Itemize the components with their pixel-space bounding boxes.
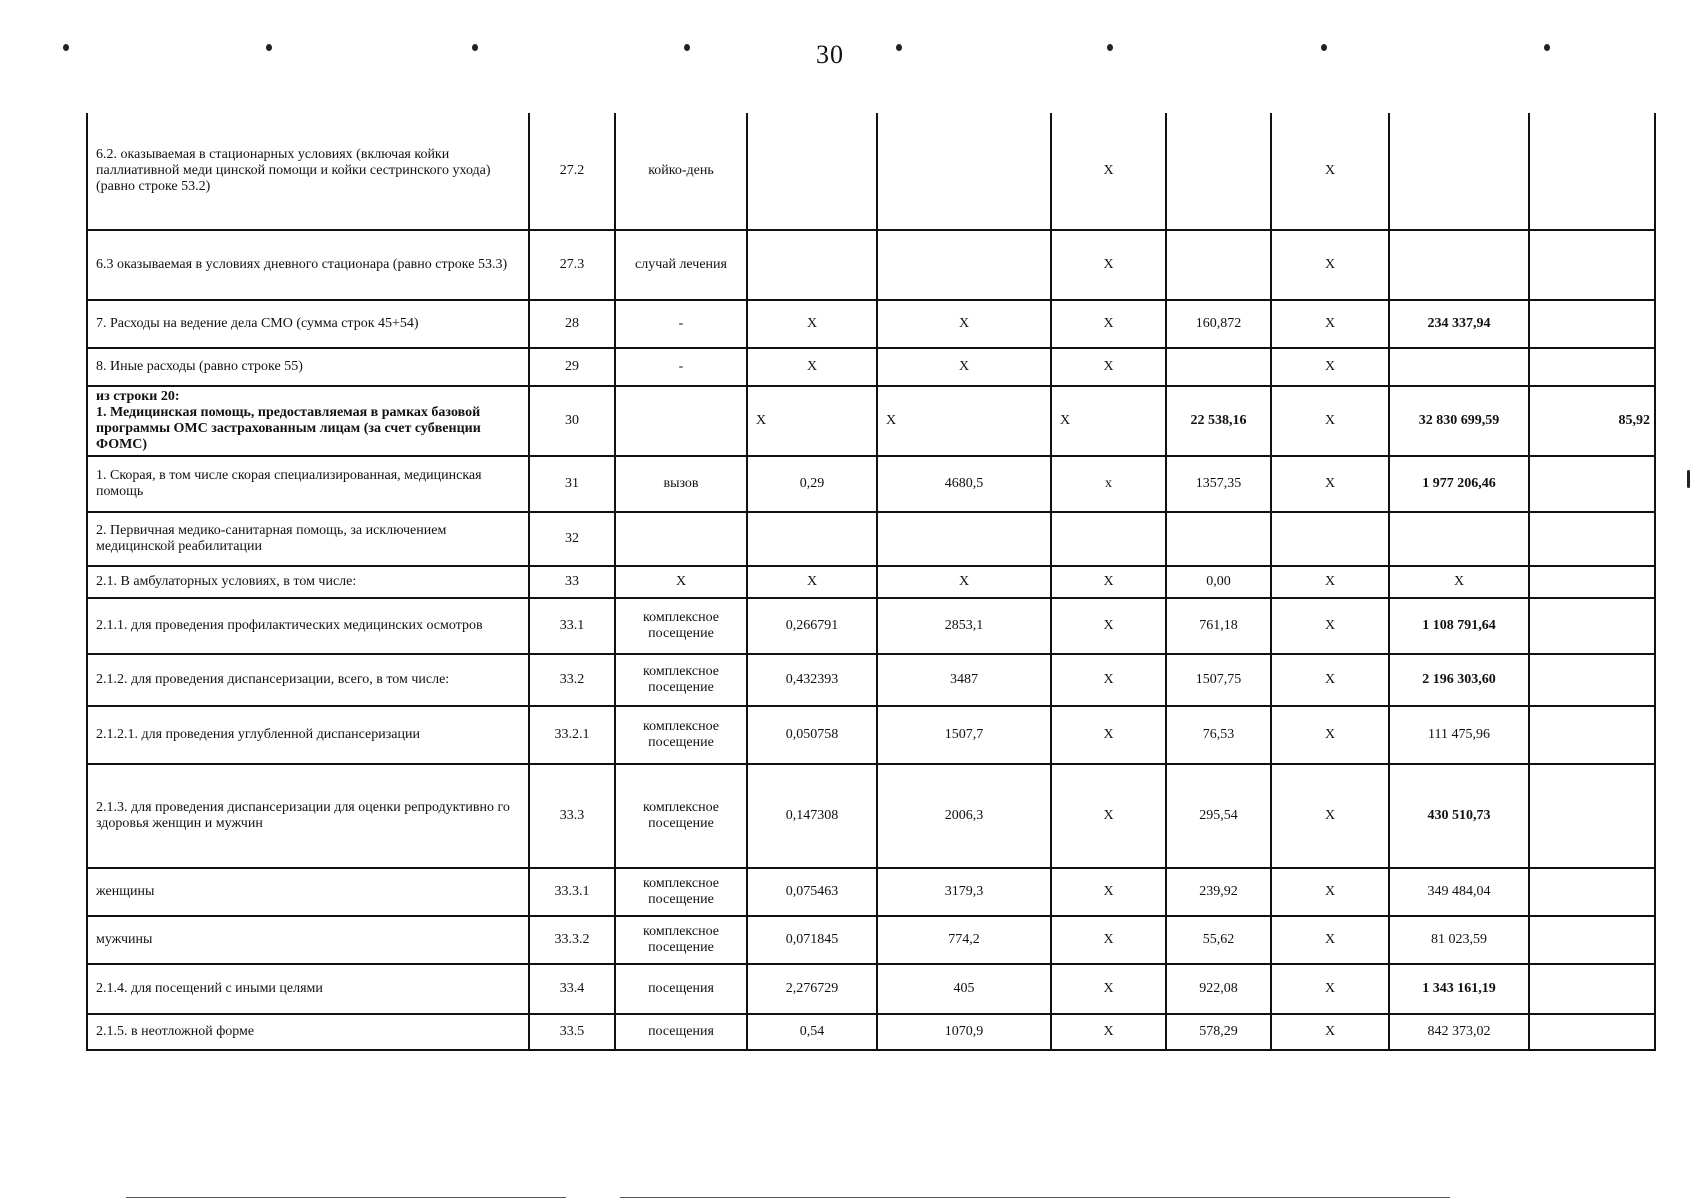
row-name-cell: 2.1.5. в неотложной форме <box>87 1014 529 1050</box>
value-cell-c6: X <box>1051 964 1166 1014</box>
value-cell-c10 <box>1529 598 1655 654</box>
value-cell-c5: 2006,3 <box>877 764 1051 868</box>
value-cell-c7: 922,08 <box>1166 964 1271 1014</box>
value-cell-c8: X <box>1271 348 1389 386</box>
value-cell-c10: 85,92 <box>1529 386 1655 456</box>
value-cell-c8: X <box>1271 964 1389 1014</box>
row-number-cell: 28 <box>529 300 615 348</box>
row-name-cell: 2. Первичная медико-санитарная помощь, за исключением медицинской реабилитации <box>87 512 529 566</box>
value-cell-c8: X <box>1271 598 1389 654</box>
row-name-cell: 8. Иные расходы (равно строке 55) <box>87 348 529 386</box>
value-cell-c5: X <box>877 300 1051 348</box>
value-cell-c8: X <box>1271 566 1389 598</box>
value-cell-c8: X <box>1271 706 1389 764</box>
value-cell-c10 <box>1529 348 1655 386</box>
value-cell-c7: 295,54 <box>1166 764 1271 868</box>
row-number-cell: 29 <box>529 348 615 386</box>
table-row <box>87 386 1655 456</box>
value-cell-c10 <box>1529 916 1655 964</box>
unit-cell: посещения <box>615 1014 747 1050</box>
row-number-cell: 33.2 <box>529 654 615 706</box>
value-cell-c4: 2,276729 <box>747 964 877 1014</box>
row-name-cell: 6.2. оказываемая в стационарных условиях (включая койки паллиативной меди цинской помощи и койки сестринского ухода) (равно строке 53.2) <box>87 113 529 230</box>
table-row <box>87 598 1655 654</box>
value-cell-c5: 3179,3 <box>877 868 1051 916</box>
table-row <box>87 916 1655 964</box>
table-row <box>87 964 1655 1014</box>
value-cell-c6: X <box>1051 386 1166 456</box>
table-row <box>87 566 1655 598</box>
table-row <box>87 706 1655 764</box>
value-cell-c6: X <box>1051 916 1166 964</box>
value-cell-c4: X <box>747 386 877 456</box>
value-cell-c9 <box>1389 348 1529 386</box>
value-cell-c6: X <box>1051 868 1166 916</box>
table-row <box>87 764 1655 868</box>
value-cell-c9: 1 977 206,46 <box>1389 456 1529 512</box>
row-name-cell: 2.1.1. для проведения профилактических медицинских осмотров <box>87 598 529 654</box>
value-cell-c8: X <box>1271 654 1389 706</box>
value-cell-c4 <box>747 230 877 300</box>
page-number: 30 <box>816 40 844 69</box>
value-cell-c9: 2 196 303,60 <box>1389 654 1529 706</box>
scan-dot <box>1107 44 1113 51</box>
value-cell-c10 <box>1529 230 1655 300</box>
financing-table <box>86 113 1656 1051</box>
value-cell-c10 <box>1529 868 1655 916</box>
table-row <box>87 348 1655 386</box>
value-cell-c6: X <box>1051 706 1166 764</box>
value-cell-c8: X <box>1271 868 1389 916</box>
value-cell-c5: 774,2 <box>877 916 1051 964</box>
unit-cell: комплексное посещение <box>615 706 747 764</box>
value-cell-c9: 349 484,04 <box>1389 868 1529 916</box>
scan-mark <box>1687 470 1690 488</box>
value-cell-c5 <box>877 113 1051 230</box>
bottom-rule <box>990 1197 1450 1198</box>
value-cell-c5: 4680,5 <box>877 456 1051 512</box>
table-row <box>87 113 1655 230</box>
value-cell-c7 <box>1166 113 1271 230</box>
value-cell-c10 <box>1529 456 1655 512</box>
bottom-rule <box>620 1197 990 1198</box>
scan-dot <box>472 44 478 51</box>
value-cell-c6: X <box>1051 566 1166 598</box>
unit-cell: комплексное посещение <box>615 654 747 706</box>
unit-cell: - <box>615 300 747 348</box>
unit-cell: койко-день <box>615 113 747 230</box>
unit-cell: комплексное посещение <box>615 598 747 654</box>
row-name-cell: 2.1.3. для проведения диспансеризации для оценки репродуктивно го здоровья женщин и мужчин <box>87 764 529 868</box>
value-cell-c8: X <box>1271 764 1389 868</box>
value-cell-c9: 842 373,02 <box>1389 1014 1529 1050</box>
table-body <box>87 113 1655 1050</box>
unit-cell: комплексное посещение <box>615 916 747 964</box>
value-cell-c4 <box>747 512 877 566</box>
unit-cell: комплексное посещение <box>615 764 747 868</box>
value-cell-c6: X <box>1051 348 1166 386</box>
table-row <box>87 654 1655 706</box>
value-cell-c6: X <box>1051 113 1166 230</box>
row-name-cell: 1. Скорая, в том числе скорая специализированная, медицинская помощь <box>87 456 529 512</box>
value-cell-c7: 761,18 <box>1166 598 1271 654</box>
value-cell-c4: 0,54 <box>747 1014 877 1050</box>
row-name-cell: 2.1.2. для проведения диспансеризации, всего, в том числе: <box>87 654 529 706</box>
row-number-cell: 33.3.1 <box>529 868 615 916</box>
value-cell-c7: 1357,35 <box>1166 456 1271 512</box>
value-cell-c6: X <box>1051 654 1166 706</box>
value-cell-c9 <box>1389 230 1529 300</box>
value-cell-c6: X <box>1051 598 1166 654</box>
value-cell-c10 <box>1529 113 1655 230</box>
value-cell-c7 <box>1166 512 1271 566</box>
value-cell-c8: X <box>1271 230 1389 300</box>
row-name-cell: женщины <box>87 868 529 916</box>
value-cell-c9: X <box>1389 566 1529 598</box>
value-cell-c6: X <box>1051 300 1166 348</box>
row-name-cell: 7. Расходы на ведение дела СМО (сумма строк 45+54) <box>87 300 529 348</box>
value-cell-c5: 405 <box>877 964 1051 1014</box>
value-cell-c7: 55,62 <box>1166 916 1271 964</box>
table-row <box>87 456 1655 512</box>
value-cell-c8: X <box>1271 456 1389 512</box>
unit-cell: случай лечения <box>615 230 747 300</box>
value-cell-c8: X <box>1271 916 1389 964</box>
row-name-cell: 2.1.2.1. для проведения углубленной диспансеризации <box>87 706 529 764</box>
row-number-cell: 31 <box>529 456 615 512</box>
value-cell-c7 <box>1166 230 1271 300</box>
value-cell-c9: 430 510,73 <box>1389 764 1529 868</box>
value-cell-c7: 76,53 <box>1166 706 1271 764</box>
row-number-cell: 33.2.1 <box>529 706 615 764</box>
value-cell-c8: X <box>1271 386 1389 456</box>
value-cell-c7 <box>1166 348 1271 386</box>
scan-dot <box>1321 44 1327 51</box>
value-cell-c5: X <box>877 348 1051 386</box>
scan-dot <box>63 44 69 51</box>
table-row <box>87 512 1655 566</box>
value-cell-c5: 1507,7 <box>877 706 1051 764</box>
unit-cell: посещения <box>615 964 747 1014</box>
unit-cell: комплексное посещение <box>615 868 747 916</box>
row-name-cell: 2.1.4. для посещений с иными целями <box>87 964 529 1014</box>
value-cell-c7: 1507,75 <box>1166 654 1271 706</box>
unit-cell <box>615 386 747 456</box>
value-cell-c6: X <box>1051 230 1166 300</box>
value-cell-c4 <box>747 113 877 230</box>
table-row <box>87 1014 1655 1050</box>
row-name-cell: мужчины <box>87 916 529 964</box>
value-cell-c6: X <box>1051 1014 1166 1050</box>
value-cell-c8: X <box>1271 113 1389 230</box>
value-cell-c6 <box>1051 512 1166 566</box>
value-cell-c4: X <box>747 300 877 348</box>
value-cell-c5: X <box>877 566 1051 598</box>
value-cell-c4: X <box>747 348 877 386</box>
row-number-cell: 33.4 <box>529 964 615 1014</box>
value-cell-c7: 239,92 <box>1166 868 1271 916</box>
value-cell-c9: 111 475,96 <box>1389 706 1529 764</box>
value-cell-c4: 0,266791 <box>747 598 877 654</box>
value-cell-c7: 22 538,16 <box>1166 386 1271 456</box>
value-cell-c10 <box>1529 512 1655 566</box>
row-number-cell: 30 <box>529 386 615 456</box>
unit-cell: вызов <box>615 456 747 512</box>
value-cell-c8: X <box>1271 1014 1389 1050</box>
value-cell-c5 <box>877 230 1051 300</box>
value-cell-c9: 1 108 791,64 <box>1389 598 1529 654</box>
row-number-cell: 33.3 <box>529 764 615 868</box>
value-cell-c8: X <box>1271 300 1389 348</box>
row-number-cell: 33.1 <box>529 598 615 654</box>
value-cell-c6: x <box>1051 456 1166 512</box>
value-cell-c9: 81 023,59 <box>1389 916 1529 964</box>
value-cell-c9: 1 343 161,19 <box>1389 964 1529 1014</box>
value-cell-c10 <box>1529 300 1655 348</box>
value-cell-c10 <box>1529 1014 1655 1050</box>
unit-cell <box>615 512 747 566</box>
row-number-cell: 27.2 <box>529 113 615 230</box>
row-name-cell: из строки 20: 1. Медицинская помощь, предоставляемая в рамках базовой программы ОМС застрахованным лицам (за счет субвенции ФОМС) <box>87 386 529 456</box>
value-cell-c6: X <box>1051 764 1166 868</box>
value-cell-c5: X <box>877 386 1051 456</box>
value-cell-c7: 578,29 <box>1166 1014 1271 1050</box>
scan-dot <box>266 44 272 51</box>
value-cell-c10 <box>1529 654 1655 706</box>
value-cell-c9: 32 830 699,59 <box>1389 386 1529 456</box>
unit-cell: X <box>615 566 747 598</box>
row-number-cell: 27.3 <box>529 230 615 300</box>
value-cell-c10 <box>1529 706 1655 764</box>
value-cell-c4: 0,075463 <box>747 868 877 916</box>
row-number-cell: 33.5 <box>529 1014 615 1050</box>
row-number-cell: 32 <box>529 512 615 566</box>
scan-dot <box>684 44 690 51</box>
value-cell-c5: 2853,1 <box>877 598 1051 654</box>
value-cell-c7: 160,872 <box>1166 300 1271 348</box>
value-cell-c10 <box>1529 764 1655 868</box>
value-cell-c4: 0,147308 <box>747 764 877 868</box>
value-cell-c4: X <box>747 566 877 598</box>
row-number-cell: 33 <box>529 566 615 598</box>
value-cell-c4: 0,29 <box>747 456 877 512</box>
scan-dot <box>1544 44 1550 51</box>
value-cell-c7: 0,00 <box>1166 566 1271 598</box>
value-cell-c8 <box>1271 512 1389 566</box>
value-cell-c5: 3487 <box>877 654 1051 706</box>
value-cell-c9: 234 337,94 <box>1389 300 1529 348</box>
value-cell-c4: 0,050758 <box>747 706 877 764</box>
row-name-cell: 2.1. В амбулаторных условиях, в том числе: <box>87 566 529 598</box>
bottom-rule <box>126 1197 566 1198</box>
value-cell-c9 <box>1389 512 1529 566</box>
table-row <box>87 230 1655 300</box>
table-row <box>87 868 1655 916</box>
scan-dot <box>896 44 902 51</box>
value-cell-c10 <box>1529 566 1655 598</box>
row-number-cell: 33.3.2 <box>529 916 615 964</box>
value-cell-c4: 0,432393 <box>747 654 877 706</box>
unit-cell: - <box>615 348 747 386</box>
table-row <box>87 300 1655 348</box>
value-cell-c5 <box>877 512 1051 566</box>
value-cell-c5: 1070,9 <box>877 1014 1051 1050</box>
value-cell-c4: 0,071845 <box>747 916 877 964</box>
value-cell-c9 <box>1389 113 1529 230</box>
row-name-cell: 6.3 оказываемая в условиях дневного стационара (равно строке 53.3) <box>87 230 529 300</box>
value-cell-c10 <box>1529 964 1655 1014</box>
